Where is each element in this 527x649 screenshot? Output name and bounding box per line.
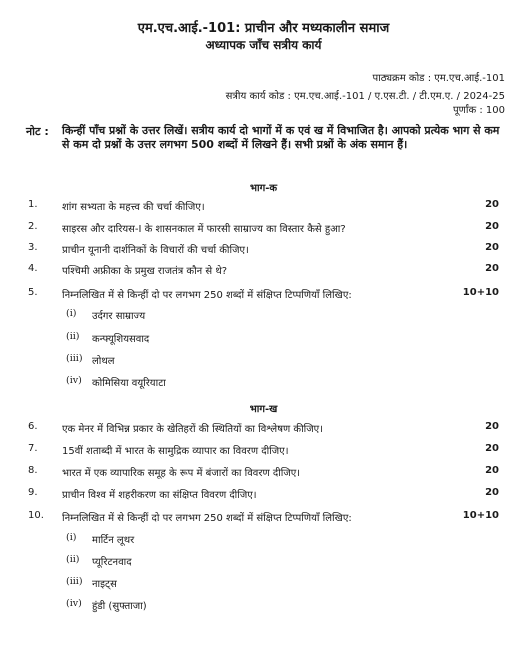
question-text: पश्चिमी अफ्रीका के प्रमुख राजतंत्र कौन से थे? bbox=[62, 266, 228, 277]
sub-item-number: (i) bbox=[66, 532, 77, 543]
course-code: पाठ्यक्रम कोड : एम.एच.आई.-101 bbox=[372, 73, 505, 84]
section-a-heading: भाग-क bbox=[249, 183, 278, 194]
sub-item-text: कोमिसिया वयूरियाटा bbox=[92, 378, 166, 389]
sub-item-text: कन्फ्यूशियसवाद bbox=[92, 334, 150, 345]
question-text: 15वीं शताब्दी में भारत के सामुद्रिक व्यापार का विवरण दीजिए। bbox=[62, 446, 289, 457]
sub-item-number: (iii) bbox=[66, 576, 83, 587]
question-marks: 20 bbox=[485, 443, 499, 454]
question-text: प्राचीन यूनानी दार्शनिकों के विचारों की चर्चा कीजिए। bbox=[62, 245, 249, 256]
sub-item-number: (iii) bbox=[66, 353, 83, 364]
question-marks: 20 bbox=[485, 263, 499, 274]
question-text: निम्नलिखित में से किन्हीं दो पर लगभग 250 शब्दों में संक्षिप्त टिप्पणियाँ लिखिए: bbox=[62, 513, 352, 524]
note-label: नोट : bbox=[26, 125, 49, 138]
sub-item-number: (ii) bbox=[66, 331, 80, 342]
question-number: 4. bbox=[28, 263, 38, 274]
sub-item-text: लोथल bbox=[92, 356, 115, 367]
sub-item-text: नाइट्स bbox=[92, 579, 117, 590]
sub-item-number: (iv) bbox=[66, 598, 82, 609]
question-marks: 20 bbox=[485, 199, 499, 210]
sub-item-text: उर्दगर साम्राज्य bbox=[92, 311, 146, 322]
sub-item-text: प्यूरिटनवाद bbox=[92, 557, 132, 568]
max-marks: पूर्णांक : 100 bbox=[453, 105, 505, 116]
question-marks: 20 bbox=[485, 242, 499, 253]
question-number: 1. bbox=[28, 199, 38, 210]
sub-item-text: हुंडी (सुफ्ताजा) bbox=[92, 601, 147, 612]
question-text: प्राचीन विश्व में शहरीकरण का संक्षिप्त विवरण दीजिए। bbox=[62, 490, 257, 501]
sub-item-number: (ii) bbox=[66, 554, 80, 565]
note-text: किन्हीं पाँच प्रश्नों के उत्तर लिखें। सत्रीय कार्य दो भागों में क एवं ख में विभाजित है। आपको प्रत्येक भाग से कम से कम दो प्रश्नों के उत्तर लगभग 500 शब्दों में लिखने हैं। सभी प्रश्नों के अंक समान हैं। bbox=[62, 124, 500, 151]
question-text: साइरस और दारियस-I के शासनकाल में फारसी साम्राज्य का विस्तार कैसे हुआ? bbox=[62, 224, 346, 235]
question-marks: 20 bbox=[485, 487, 499, 498]
sub-item-number: (i) bbox=[66, 308, 77, 319]
question-marks: 20 bbox=[485, 221, 499, 232]
question-text: एक मेनर में विभिन्न प्रकार के खेतिहरों की स्थितियों का विश्लेषण कीजिए। bbox=[62, 424, 323, 435]
question-number: 6. bbox=[28, 421, 38, 432]
document-title: एम.एच.आई.-101: प्राचीन और मध्यकालीन समाज bbox=[137, 21, 390, 36]
question-number: 9. bbox=[28, 487, 38, 498]
section-b-heading: भाग-ख bbox=[249, 404, 278, 415]
question-number: 7. bbox=[28, 443, 38, 454]
question-text: भारत में एक व्यापारिक समूह के रूप में बंजारों का विवरण दीजिए। bbox=[62, 468, 301, 479]
question-number: 10. bbox=[28, 510, 44, 521]
question-number: 3. bbox=[28, 242, 38, 253]
question-marks: 20 bbox=[485, 421, 499, 432]
question-number: 8. bbox=[28, 465, 38, 476]
sub-item-text: मार्टिन लूथर bbox=[92, 535, 135, 546]
question-marks: 10+10 bbox=[462, 510, 499, 521]
question-marks: 10+10 bbox=[462, 287, 499, 298]
question-number: 2. bbox=[28, 221, 38, 232]
question-marks: 20 bbox=[485, 465, 499, 476]
question-text: शांग सभ्यता के महत्त्व की चर्चा कीजिए। bbox=[62, 202, 205, 213]
assignment-code: सत्रीय कार्य कोड : एम.एच.आई.-101 / ए.एस.टी. / टी.एम.ए. / 2024-25 bbox=[225, 91, 505, 102]
document-subtitle: अध्यापक जाँच सत्रीय कार्य bbox=[205, 38, 322, 52]
question-number: 5. bbox=[28, 287, 38, 298]
sub-item-number: (iv) bbox=[66, 375, 82, 386]
question-text: निम्नलिखित में से किन्हीं दो पर लगभग 250 शब्दों में संक्षिप्त टिप्पणियाँ लिखिए: bbox=[62, 290, 352, 301]
